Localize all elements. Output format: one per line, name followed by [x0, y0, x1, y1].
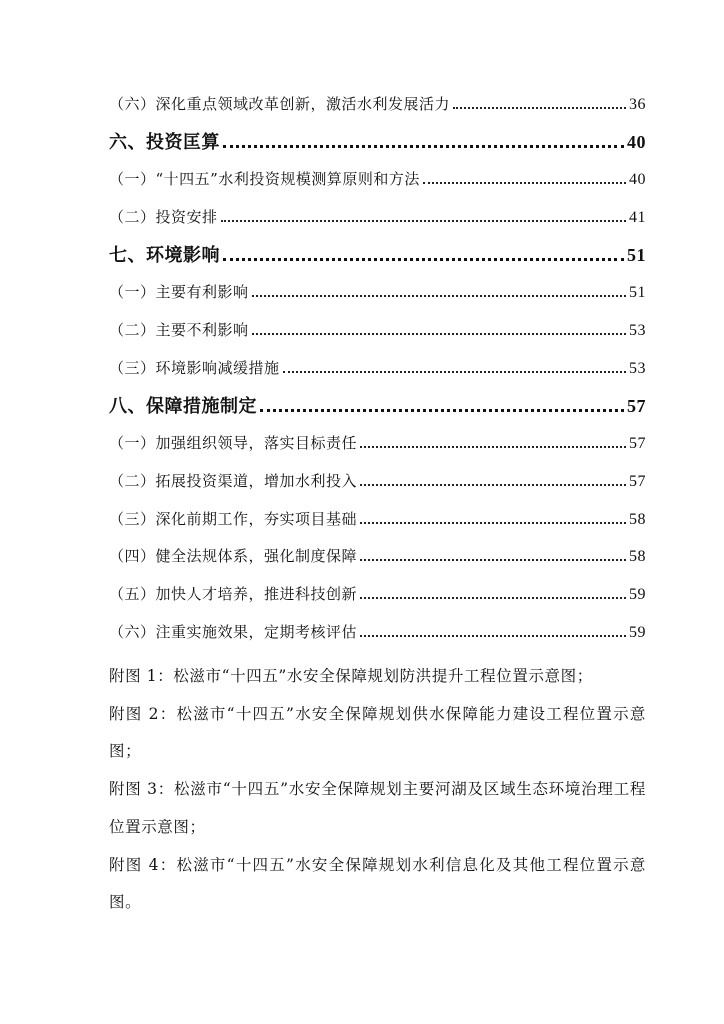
table-of-contents: [109, 86, 646, 651]
appendix-figure-3: 附图 3：松滋市“十四五”水安全保障规划主要河湖及区域生态环境治理工程位置示意图；: [109, 780, 646, 836]
toc-entry-label: （二）主要不利影响: [109, 321, 249, 340]
toc-entry-label: （二）投资安排: [109, 208, 218, 227]
toc-entry-page: 53: [629, 322, 646, 340]
toc-entry-7-3[interactable]: [109, 350, 646, 388]
toc-section-page: 51: [627, 244, 646, 265]
toc-section-label: 八、保障措施制定: [109, 395, 257, 417]
toc-section-label: 七、环境影响: [109, 244, 220, 266]
toc-entry-page: 59: [629, 585, 646, 603]
toc-leader-dots: [453, 106, 626, 109]
toc-section-7[interactable]: [109, 237, 646, 275]
toc-entry-page: 57: [629, 435, 646, 453]
toc-entry-8-1[interactable]: [109, 425, 646, 463]
toc-entry-label: （六）注重实施效果，定期考核评估: [109, 622, 358, 641]
toc-entry-label: （一）加强组织领导，落实目标责任: [109, 434, 358, 453]
toc-leader-dots: [360, 596, 626, 599]
toc-entry-8-2[interactable]: [109, 463, 646, 501]
toc-leader-dots: [252, 332, 626, 335]
toc-leader-dots: [260, 408, 624, 412]
toc-section-6[interactable]: [109, 124, 646, 162]
toc-entry-label: （六）深化重点领域改革创新，激活水利发展活力: [109, 95, 451, 113]
toc-leader-dots: [360, 445, 626, 448]
toc-leader-dots: [360, 558, 626, 561]
toc-entry-8-3[interactable]: [109, 501, 646, 539]
toc-section-8[interactable]: [109, 388, 646, 426]
toc-entry-page: 53: [629, 359, 646, 377]
toc-entry-8-6[interactable]: [109, 614, 646, 652]
toc-leader-dots: [360, 634, 626, 637]
toc-entry-label: （五）加快人才培养，推进科技创新: [109, 584, 358, 603]
toc-entry-label: （三）环境影响减缓措施: [109, 358, 280, 377]
appendix-figure-2: 附图 2：松滋市“十四五”水安全保障规划供水保障能力建设工程位置示意图；: [109, 704, 646, 761]
toc-entry-6-2[interactable]: [109, 199, 646, 237]
toc-leader-dots: [360, 483, 626, 486]
toc-section-label: 六、投资匡算: [109, 131, 220, 153]
toc-entry-6-1[interactable]: [109, 161, 646, 199]
toc-entry-6-6[interactable]: [109, 86, 646, 124]
toc-entry-7-2[interactable]: [109, 312, 646, 350]
toc-entry-label: （二）拓展投资渠道，增加水利投入: [109, 471, 358, 490]
toc-leader-dots: [423, 181, 626, 184]
toc-entry-page: 40: [629, 171, 646, 189]
toc-entry-page: 41: [629, 209, 646, 227]
toc-entry-page: 58: [629, 548, 646, 566]
toc-leader-dots: [223, 144, 624, 148]
toc-entry-label: （一）主要有利影响: [109, 283, 249, 302]
toc-entry-label: （一）“十四五”水利投资规模测算原则和方法: [109, 170, 420, 189]
toc-entry-page: 36: [629, 96, 646, 113]
toc-leader-dots: [283, 370, 626, 373]
toc-entry-label: （三）深化前期工作，夯实项目基础: [109, 509, 358, 528]
toc-leader-dots: [223, 257, 624, 261]
toc-entry-8-5[interactable]: [109, 576, 646, 614]
appendix-figure-list: [109, 658, 646, 922]
toc-entry-7-1[interactable]: [109, 274, 646, 312]
toc-entry-8-4[interactable]: [109, 538, 646, 576]
appendix-figure-1: 附图 1：松滋市“十四五”水安全保障规划防洪提升工程位置示意图；: [109, 667, 593, 685]
appendix-figure-4: 附图 4：松滋市“十四五”水安全保障规划水利信息化及其他工程位置示意图。: [109, 855, 646, 912]
toc-entry-page: 51: [629, 284, 646, 302]
toc-leader-dots: [221, 219, 626, 222]
toc-entry-page: 59: [629, 623, 646, 641]
toc-entry-page: 57: [629, 472, 646, 490]
toc-section-page: 40: [627, 131, 646, 152]
toc-entry-page: 58: [629, 510, 646, 528]
toc-leader-dots: [252, 294, 626, 297]
toc-leader-dots: [360, 521, 626, 524]
toc-entry-label: （四）健全法规体系，强化制度保障: [109, 547, 358, 566]
toc-section-page: 57: [627, 395, 646, 416]
